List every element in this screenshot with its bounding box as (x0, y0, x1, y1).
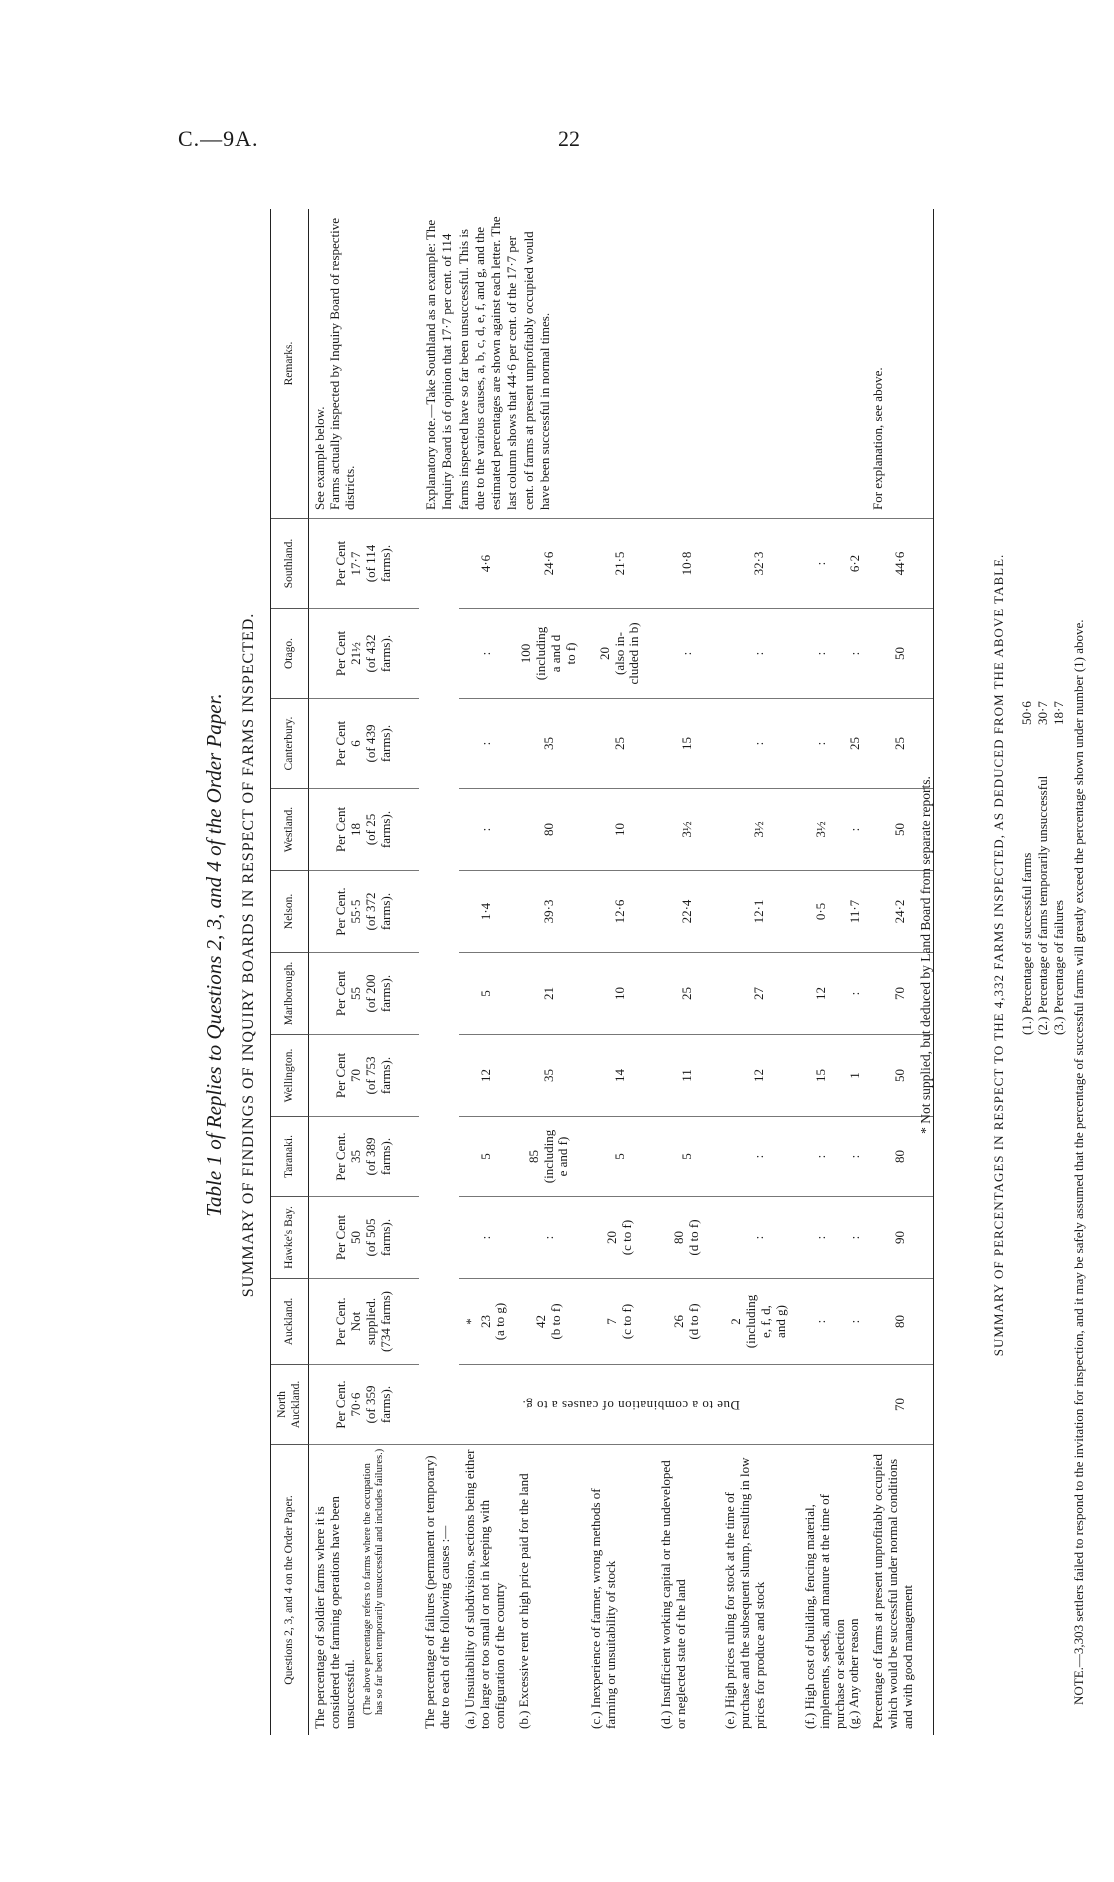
table-cell: Per Cent. 55·5 (of 372 farms). (309, 871, 419, 953)
table-cell: 5 (459, 1117, 513, 1197)
question-note: (The above percentage refers to farms where the occupation has so far been temporarily unsuccessful and includes failures.) (361, 1448, 385, 1715)
table-cell: : (843, 1197, 867, 1279)
table-cell: 1 (843, 1035, 867, 1117)
table-cell: : (843, 789, 867, 871)
table-cell: 11 (655, 1035, 719, 1117)
summary-item (1052, 665, 1068, 1035)
table-cell: 15 (799, 1035, 843, 1117)
column-header-marlborough: Marlborough. (271, 953, 309, 1035)
table-cell: 12 (459, 1035, 513, 1117)
page-reference: C.—9A. (178, 126, 259, 151)
page-number: 22 (558, 126, 580, 151)
table-cell: 100 (including a and d to f) (513, 609, 585, 699)
explanatory-note: Explanatory note.—Take Southland as an example: The Inquiry Board is of opinion that 17·7 per cent. of 114 farms inspected have so far been unsuccessful. This is due to the various causes, a, b, c, d, e, f, and g, and the estimated percentages are shown against each letter. The last column shows that 44·6 per cent. of the 17·7 per cent. of farms at present unprofitably occupied would have been successful in normal times. (419, 209, 843, 519)
summary-value: 18·7 (1051, 701, 1066, 725)
table-cell: 4·6 (459, 519, 513, 609)
table-cell: 80 (867, 1117, 933, 1197)
table-subtitle: SUMMARY OF FINDINGS OF INQUIRY BOARDS IN RESPECT OF FARMS INSPECTED. (240, 612, 257, 1298)
table-cell: 12·6 (585, 871, 655, 953)
table-cell: : (459, 789, 513, 871)
question-text: The percentage of soldier farms where it is considered the farming operations have been unsuccessful. (312, 1496, 357, 1729)
table-cell: Per Cent. 35 (of 389 farms). (309, 1117, 419, 1197)
table-cell: 3½ (799, 789, 843, 871)
table-cell: 24·2 (867, 871, 933, 953)
column-header-southland: Southland. (271, 519, 309, 609)
table-cell: 15 (655, 699, 719, 789)
north-auckland-note-text: Due to a combination of causes a to g. (522, 1397, 740, 1413)
summary-value: 50·6 (1019, 701, 1034, 725)
table-cell: Per Cent 55 (of 200 farms). (309, 953, 419, 1035)
summary-label: (1.) Percentage of successful farms (1019, 852, 1034, 1035)
table-cell: 90 (867, 1197, 933, 1279)
table-cell: Per Cent 18 (of 25 farms). (309, 789, 419, 871)
table-cell: Per Cent 70 (of 753 farms). (309, 1035, 419, 1117)
table-cell: 25 (585, 699, 655, 789)
column-header-canterbury: Canterbury. (271, 699, 309, 789)
table-cell: 0·5 (799, 871, 843, 953)
table-cell: 85 (including e and f) (513, 1117, 585, 1197)
table-cell: 10 (585, 953, 655, 1035)
table-cell: * 23 (a to g) (459, 1279, 513, 1365)
table-cell: 70 (867, 953, 933, 1035)
table-cell: : (843, 1279, 867, 1365)
table-cell: 50 (867, 609, 933, 699)
table-cell: 20 (c to f) (585, 1197, 655, 1279)
row-b-question: (b.) Excessive rent or high price paid for the land (516, 1473, 531, 1729)
table-cell: 3½ (655, 789, 719, 871)
table-cell: Per Cent. Not supplied. (734 farms) (309, 1279, 419, 1365)
table-cell: 27 (719, 953, 799, 1035)
table-cell: 35 (513, 699, 585, 789)
table-cell: : (719, 699, 799, 789)
row-f-question: (f.) High cost of building, fencing material, implements, seeds, and manure at the time of purchase or selection (802, 1493, 847, 1729)
table-cell: : (843, 953, 867, 1035)
column-header-hawkes-bay: Hawke's Bay. (271, 1197, 309, 1279)
rotated-table-page (160, 175, 1086, 1735)
table-cell: 50 (867, 789, 933, 871)
table-cell (843, 209, 867, 519)
table-cell: : (799, 1117, 843, 1197)
table-cell: 26 (d to f) (655, 1279, 719, 1365)
row-d-question: (d.) Insufficient working capital or the undeveloped or neglected state of the land (658, 1460, 688, 1729)
table-cell: 25 (867, 699, 933, 789)
table-cell: 25 (843, 699, 867, 789)
table-cell: 80 (d to f) (655, 1197, 719, 1279)
table-cell: 25 (655, 953, 719, 1035)
table-cell: : (459, 1197, 513, 1279)
row-g-question: (g.) Any other reason (846, 1618, 861, 1729)
table-cell: : (843, 1117, 867, 1197)
table-cell: 2 (including e, f, d, and g) (719, 1279, 799, 1365)
table-cell: : (459, 699, 513, 789)
table-cell: : (459, 609, 513, 699)
table-cell: : (719, 1117, 799, 1197)
summary-label: (3.) Percentage of failures (1051, 900, 1066, 1035)
table-cell: 70 (867, 1365, 933, 1445)
row-unprofitable-question: Percentage of farms at present unprofitably occupied which would be successful under normal conditions and with good management (870, 1453, 915, 1729)
remark-text: See example below. Farms actually inspected by Inquiry Board of respective districts. (309, 209, 419, 519)
remark-text: For explanation, see above. (867, 209, 933, 519)
table-cell: 80 (867, 1279, 933, 1365)
table-cell: Per Cent 6 (of 439 farms). (309, 699, 419, 789)
table-cell: 21·5 (585, 519, 655, 609)
row-e-question: (e.) High prices ruling for stock at the time of purchase and the subsequent slump, resulting in low prices for produce and stock (722, 1457, 767, 1729)
table-cell: 44·6 (867, 519, 933, 609)
table-cell (843, 1365, 867, 1445)
summary-title: SUMMARY OF PERCENTAGES IN RESPECT TO THE 4,332 FARMS INSPECTED, AS DEDUCED FROM THE ABOVE TABLE. (991, 553, 1006, 1357)
table-cell: : (799, 519, 843, 609)
findings-table (270, 209, 934, 1735)
row-a-question: (a.) Unsuitability of subdivision, sections being either too large or too small or not in keeping with configuration of the country (462, 1449, 507, 1729)
table-cell: 11·7 (843, 871, 867, 953)
column-header-questions: Questions 2, 3, and 4 on the Order Paper. (271, 1445, 309, 1735)
footnote: * Not supplied, but deduced by Land Board from separate reports. (918, 776, 933, 1134)
table-cell: Per Cent 17·7 (of 114 farms). (309, 519, 419, 609)
table-cell: Per Cent. 70·6 (of 359 farms). (309, 1365, 419, 1445)
table-cell: 12·1 (719, 871, 799, 953)
table-cell: 3½ (719, 789, 799, 871)
table-cell: 42 (b to f) (513, 1279, 585, 1365)
column-header-auckland: Auckland. (271, 1279, 309, 1365)
table-cell: 21 (513, 953, 585, 1035)
summary-label: (2.) Percentage of farms temporarily unsuccessful (1035, 775, 1050, 1035)
summary-item (1020, 665, 1036, 1035)
table-cell: 22·4 (655, 871, 719, 953)
table-cell: 35 (513, 1035, 585, 1117)
table-cell: 50 (867, 1035, 933, 1117)
table-cell: 14 (585, 1035, 655, 1117)
table-cell: 20 (also in- cluded in b) (585, 609, 655, 699)
row-c-question: (c.) Inexperience of farmer, wrong methods of farming or unsuitability of stock (588, 1488, 618, 1729)
table-cell: : (719, 609, 799, 699)
table-cell: 12 (799, 953, 843, 1035)
table-cell: 6·2 (843, 519, 867, 609)
column-header-north-auckland: North Auckland. (271, 1365, 309, 1445)
column-header-wellington: Wellington. (271, 1035, 309, 1117)
table-cell: 32·3 (719, 519, 799, 609)
table-cell: 12 (719, 1035, 799, 1117)
table-cell: : (655, 609, 719, 699)
column-header-remarks: Remarks. (271, 209, 309, 519)
table-cell: : (843, 609, 867, 699)
row-failures-question: The percentage of failures (permanent or temporary) due to each of the following causes :— (422, 1455, 452, 1729)
table-cell: 80 (513, 789, 585, 871)
row-unsuccessful-question (309, 1445, 419, 1735)
table-cell: : (799, 609, 843, 699)
summary-list (1020, 665, 1068, 1035)
column-header-taranaki: Taranaki. (271, 1117, 309, 1197)
table-cell: : (799, 699, 843, 789)
column-header-otago: Otago. (271, 609, 309, 699)
bottom-note: NOTE.—3,303 settlers failed to respond to the invitation for inspection, and it may be safely assumed that the percentage of successful farms will greatly exceed the percentage shown under number (1) above. (1071, 619, 1086, 1705)
table-cell: 7 (c to f) (585, 1279, 655, 1365)
table-cell: : (799, 1197, 843, 1279)
table-cell: : (513, 1197, 585, 1279)
table-cell: 1·4 (459, 871, 513, 953)
table-cell: 24·6 (513, 519, 585, 609)
table-cell: 10 (585, 789, 655, 871)
column-header-westland: Westland. (271, 789, 309, 871)
summary-value: 30·7 (1035, 701, 1050, 725)
column-header-nelson: Nelson. (271, 871, 309, 953)
table-cell: 5 (655, 1117, 719, 1197)
table-cell: Per Cent 21½ (of 432 farms). (309, 609, 419, 699)
north-auckland-note (419, 1365, 843, 1445)
table-cell: 5 (585, 1117, 655, 1197)
summary-item (1036, 665, 1052, 1035)
table-cell: 39·3 (513, 871, 585, 953)
table-cell: 10·8 (655, 519, 719, 609)
table-cell: : (799, 1279, 843, 1365)
table-cell: Per Cent 50 (of 505 farms). (309, 1197, 419, 1279)
table-title: Table 1 of Replies to Questions 2, 3, and 4 of the Order Paper. (202, 693, 226, 1217)
table-cell: 5 (459, 953, 513, 1035)
table-cell: : (719, 1197, 799, 1279)
